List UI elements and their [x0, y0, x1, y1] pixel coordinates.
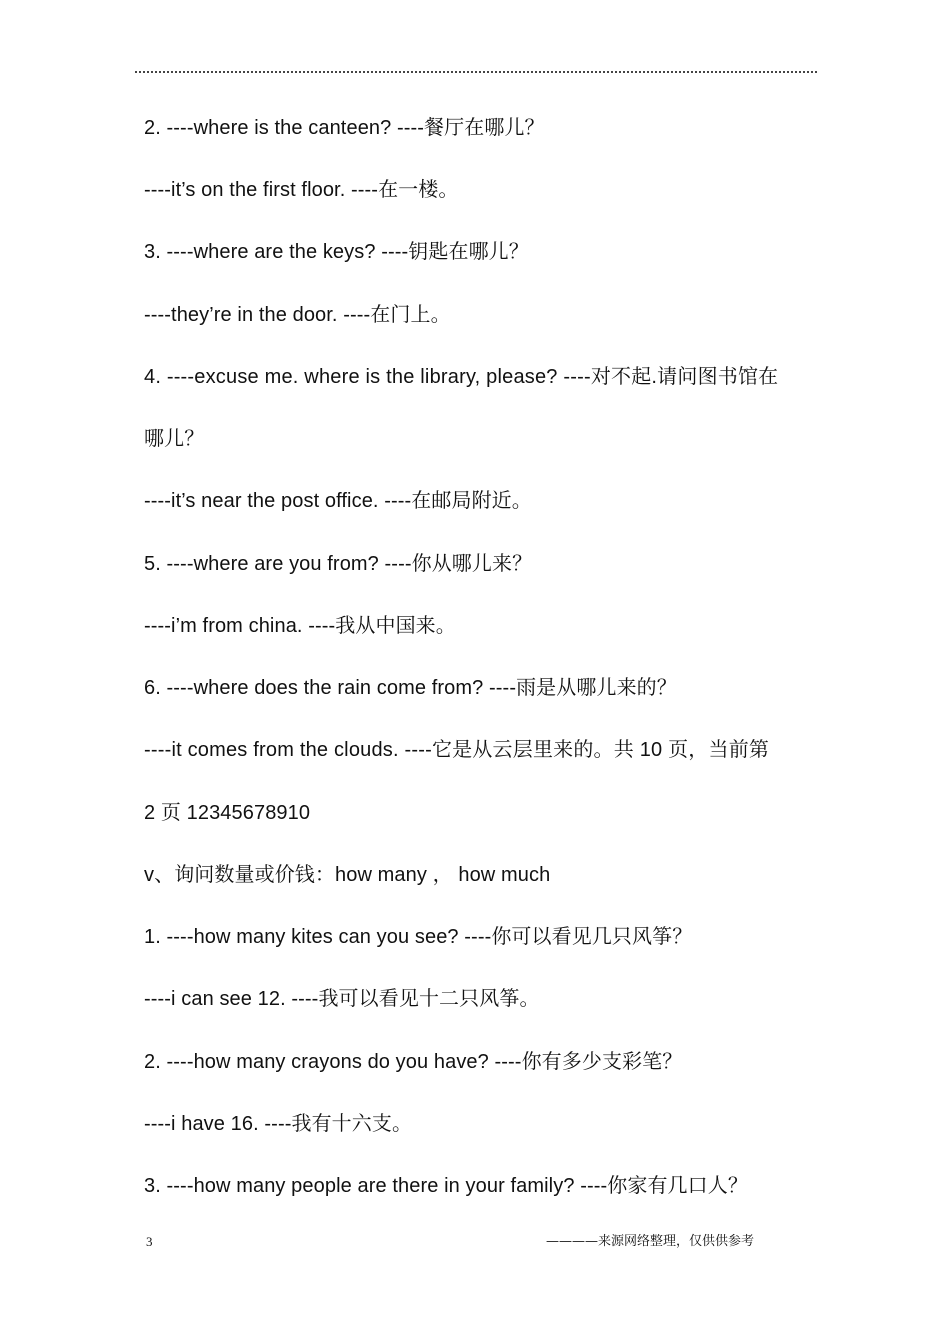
footer-note: ————来源网络整理，仅供供参考	[546, 1234, 755, 1249]
text-line: 5. ----where are you from? ----你从哪儿来？	[144, 553, 533, 575]
text-line: 4. ----excuse me. where is the library, please? ----对不起.请问图书馆在	[144, 366, 779, 388]
text-line: 1. ----how many kites can you see? ----你可以看见几只风筝？	[144, 926, 693, 948]
text-line: ----they’re in the door. ----在门上。	[144, 304, 451, 326]
text-line: ----i have 16. ----我有十六支。	[144, 1113, 413, 1135]
text-line: 2. ----how many crayons do you have? ----你有多少支彩笔？	[144, 1051, 683, 1073]
text-line: 3. ----how many people are there in your family? ----你家有几口人？	[144, 1175, 748, 1197]
text-line: 哪儿？	[144, 428, 205, 450]
text-line: ----i can see 12. ----我可以看见十二只风筝。	[144, 988, 540, 1010]
text-line: 3. ----where are the keys? ----钥匙在哪儿？	[144, 241, 529, 263]
header-dotted-rule	[135, 71, 817, 73]
page-number: 3	[146, 1234, 153, 1249]
text-line: ----it’s on the first floor. ----在一楼。	[144, 179, 459, 201]
text-line: ----i’m from china. ----我从中国来。	[144, 615, 456, 637]
text-line: 2 页 12345678910	[144, 802, 311, 824]
text-line: ----it’s near the post office. ----在邮局附近。	[144, 490, 532, 512]
text-line: 2. ----where is the canteen? ----餐厅在哪儿？	[144, 117, 545, 139]
text-line: ----it comes from the clouds. ----它是从云层里来的。共 10 页，当前第	[144, 739, 770, 761]
text-line: 6. ----where does the rain come from? ----雨是从哪儿来的？	[144, 677, 677, 699]
section-heading: v、询问数量或价钱：how many ， how much	[144, 864, 551, 886]
